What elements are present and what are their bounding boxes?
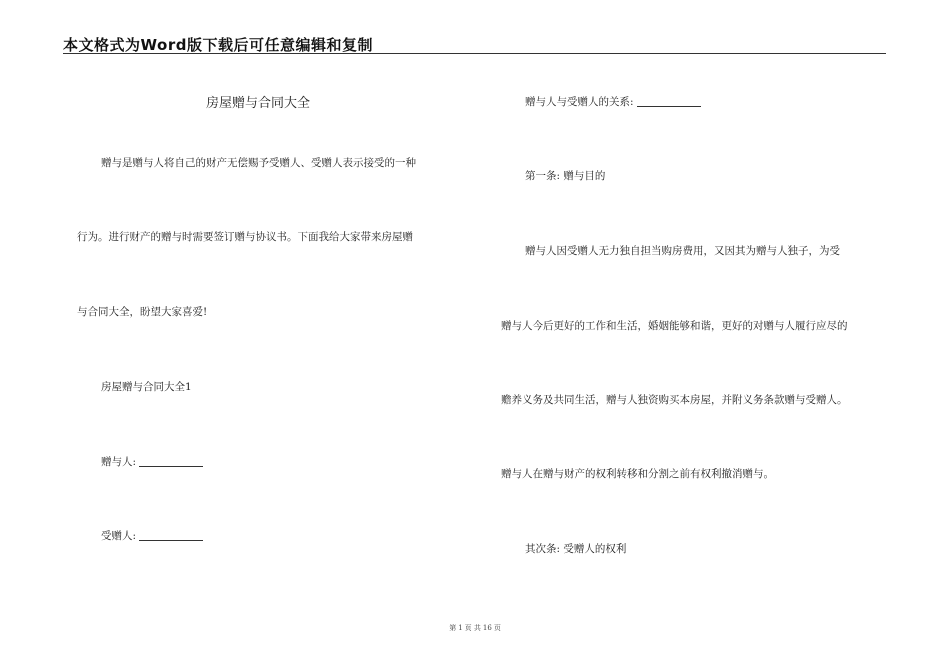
document-title: 房屋赠与合同大全 bbox=[206, 96, 311, 111]
article-2-heading: 其次条: 受赠人的权利 bbox=[525, 543, 627, 555]
donee-field bbox=[101, 528, 203, 543]
footer-total-pages: 16 bbox=[482, 624, 492, 632]
right-paragraph-line-1: 赠与人因受赠人无力独自担当购房费用，又因其为赠与人独子，为受 bbox=[525, 245, 840, 257]
footer-prefix: 第 bbox=[449, 624, 457, 632]
left-paragraph-line-2: 行为。进行财产的赠与时需要签订赠与协议书。下面我给大家带来房屋赠 bbox=[77, 231, 413, 243]
article-1-heading: 第一条: 赠与目的 bbox=[525, 170, 606, 182]
right-paragraph-line-3: 赡养义务及共同生活，赠与人独资购买本房屋，并附义务条款赠与受赠人。 bbox=[501, 394, 848, 406]
donee-blank-line bbox=[139, 539, 203, 541]
left-paragraph-line-3: 与合同大全，盼望大家喜爱! bbox=[77, 306, 208, 318]
relationship-label: 赠与人与受赠人的关系: bbox=[525, 96, 634, 108]
donor-field bbox=[101, 454, 203, 469]
donor-blank-line bbox=[139, 465, 203, 467]
page-header-title: 本文格式为Word版下载后可任意编辑和复制 bbox=[63, 36, 373, 54]
footer-middle: 页 共 bbox=[464, 624, 481, 632]
footer-current-page: 1 bbox=[458, 624, 463, 632]
section-heading-contract-1: 房屋赠与合同大全1 bbox=[101, 381, 192, 393]
donee-label: 受赠人: bbox=[101, 530, 137, 542]
footer-suffix: 页 bbox=[493, 624, 501, 632]
right-paragraph-line-4: 赠与人在赠与财产的权利转移和分割之前有权利撤消赠与。 bbox=[501, 468, 774, 480]
right-paragraph-line-2: 赠与人今后更好的工作和生活，婚姻能够和谐，更好的对赠与人履行应尽的 bbox=[501, 320, 848, 332]
donor-label: 赠与人: bbox=[101, 456, 137, 468]
header-divider bbox=[63, 53, 886, 54]
left-paragraph-line-1: 赠与是赠与人将自己的财产无偿赐予受赠人、受赠人表示接受的一种 bbox=[101, 157, 416, 169]
relationship-field bbox=[525, 94, 701, 109]
page-number-footer bbox=[0, 623, 950, 633]
relationship-blank-line bbox=[637, 105, 701, 107]
